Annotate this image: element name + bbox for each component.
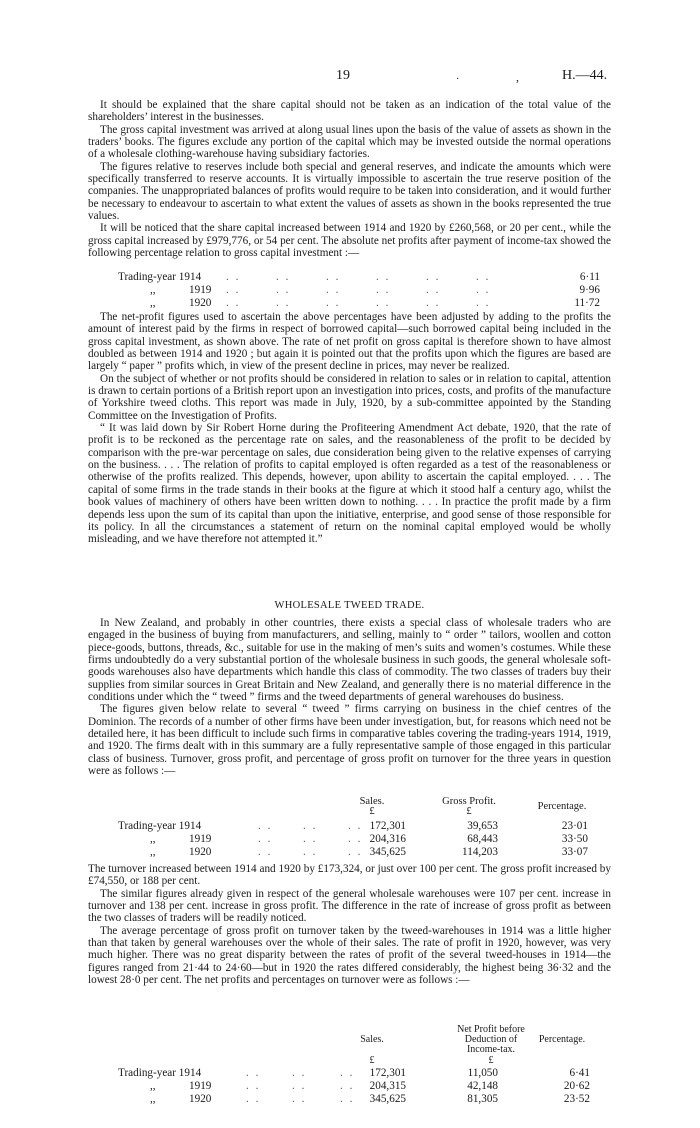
percentage-value: 11·72 [574, 297, 600, 309]
leader-dots: . . [258, 846, 273, 858]
row-label: 1919 [189, 284, 212, 296]
col-header-net-profit: Deduction of [464, 1034, 518, 1045]
leader-dots: . . [276, 284, 291, 296]
quoted-paragraph: “ It was laid down by Sir Robert Horne during the Profiteering Amendment Act debate, 1920, that the rate of profit is to be reckoned as the percentage rate on sales, and the reasonableness of the profit to be decided by comparison with the pre-war percentage on sales, due consideration being given to the relative expenses of carrying on the business. . . . The relation of profits to capital employed is often regarded as a test of the reasonableness or otherwise of the profits realized. This depends, however, upon ability to ascertain the capital employed. . . . The capital of some firms in the trade stands in their books at the figure at which it stood half a century ago, whilst the book values of machinery of others have been written down to nothing. . . . In practice the profit made by a firm depends less upon the sum of its capital than upon the initiative, enterprise, and good sense of those responsible for its policy. In all the circumstances a statement of return on the nominal capital employed would be wholly misleading, and we have therefore not attempted it.” [88, 422, 611, 546]
sales-value: 204,316 [369, 833, 406, 845]
col-header-percentage: Percentage. [538, 1034, 586, 1045]
net-profit-value: 81,305 [467, 1093, 498, 1105]
leader-dots: . . [476, 297, 491, 309]
sales-value: 172,301 [369, 820, 406, 832]
leader-dots: . . [292, 1093, 307, 1105]
leader-dots: . . [476, 271, 491, 283]
leader-dots: . . [303, 820, 318, 832]
paragraph: The turnover increased between 1914 and 1920 by £173,324, or just over 100 per cent. The gross profit increased by £74,550, or 188 per cent. [88, 863, 611, 888]
row-label: 1920 [189, 297, 212, 309]
leader-dots: . . [426, 271, 441, 283]
leader-dots: . . [226, 284, 241, 296]
percentage-value: 23·01 [561, 820, 588, 832]
profits-discussion-text [88, 311, 611, 546]
document-reference: H.—44. [562, 68, 608, 83]
paragraph: The similar figures already given in respect of the general wholesale warehouses were 107 per cent. increase in turnover and 138 per cent. increase in gross profit. The difference in the rate of increase of gross profit as between the two classes of traders will be readily noticed. [88, 887, 611, 925]
row-label: 1919 [189, 1080, 212, 1092]
gross-profit-value: 114,203 [462, 846, 498, 858]
percentage-value: 33·07 [561, 846, 588, 858]
leader-dots: . . [376, 284, 391, 296]
leader-dots: . . [340, 1093, 355, 1105]
ditto-mark: ,, [150, 1093, 156, 1105]
net-profit-table [0, 1024, 700, 1108]
gross-profit-value: 68,443 [467, 833, 498, 845]
tweed-trade-text [88, 617, 611, 777]
leader-dots: . . [303, 833, 318, 845]
percentage-value: 6·41 [569, 1067, 590, 1079]
currency-symbol: £ [369, 806, 375, 817]
paragraph: The figures given below relate to several “ tweed ” firms carrying on business in the chief centres of the Dominion. The records of a number of other firms have been under investigation, but, for reasons which need not be detailed here, it has been difficult to include such firms in comparative tables covering the trading-years 1914, 1919, and 1920. The firms dealt with in this summary are a fully representative sample of those engaged in this particular class of business. Turnover, gross profit, and percentage of gross profit on turnover for the three years in question were as follows :— [88, 703, 611, 778]
percentage-value: 23·52 [563, 1093, 590, 1105]
row-label: Trading-year 1914 [118, 820, 202, 832]
percentage-value: 6·11 [579, 271, 600, 283]
leader-dots: . . [326, 297, 341, 309]
leader-dots: . . [426, 297, 441, 309]
row-label: 1920 [189, 846, 212, 858]
leader-dots: . . [376, 297, 391, 309]
section-heading: WHOLESALE TWEED TRADE. [274, 600, 425, 611]
leader-dots: . . [376, 271, 391, 283]
leader-dots: . . [340, 1067, 355, 1079]
col-header-gross-profit: Gross Profit. [442, 796, 496, 807]
header-mark-comma: , [516, 70, 519, 84]
currency-symbol: £ [369, 1055, 375, 1066]
leader-dots: . . [246, 1067, 261, 1079]
col-header-sales: Sales. [360, 1034, 384, 1045]
sales-value: 172,301 [369, 1067, 406, 1079]
sales-value: 345,625 [369, 1093, 406, 1105]
leader-dots: . . [226, 297, 241, 309]
header-mark-dot: · [456, 74, 460, 85]
sales-value: 204,315 [369, 1080, 406, 1092]
leader-dots: . . [326, 271, 341, 283]
leader-dots: . . [303, 846, 318, 858]
net-profit-value: 11,050 [467, 1067, 498, 1079]
ditto-mark: ,, [150, 284, 156, 296]
paragraph: It will be noticed that the share capital increased between 1914 and 1920 by £260,568, or 20 per cent., while the gross capital increased by £979,776, or 54 per cent. The absolute net profits after payment of income-tax showed the following percentage relation to gross capital investment :— [88, 222, 611, 260]
leader-dots: . . [326, 284, 341, 296]
intro-text [88, 99, 611, 259]
gross-profit-table [0, 796, 700, 862]
leader-dots: . . [348, 820, 363, 832]
leader-dots: . . [340, 1080, 355, 1092]
leader-dots: . . [226, 271, 241, 283]
col-header-net-profit: Income-tax. [466, 1044, 516, 1055]
paragraph: It should be explained that the share capital should not be taken as an indication of the total value of the shareholders’ interest in the businesses. [88, 99, 611, 124]
leader-dots: . . [276, 297, 291, 309]
leader-dots: . . [292, 1067, 307, 1079]
paragraph: The figures relative to reserves include both special and general reserves, and indicate the amounts which were specifically transferred to reserve accounts. It is virtually impossible to ascertain the true reserve position of the companies. The unappropriated balances of profits would require to be taken into consideration, and it would further be necessary to endeavour to ascertain to what extent the values of assets as shown in the books represented the true values. [88, 160, 611, 223]
row-label: Trading-year 1914 [118, 271, 202, 283]
col-header-percentage: Percentage. [537, 801, 587, 812]
percentage-value: 33·50 [561, 833, 588, 845]
leader-dots: . . [348, 833, 363, 845]
paragraph: The average percentage of gross profit on turnover taken by the tweed-warehouses in 1914 was a little higher than that taken by general warehouses over the whole of their sales. The rate of profit in 1920, however, was very much higher. There was no great disparity between the rates of profit of the several tweed-houses in 1914—the figures ranged from 21·44 to 24·60—but in 1920 the rates differed considerably, the highest being 36·32 and the lowest 28·0 per cent. The net profits and percentages on turnover were as follows :— [88, 924, 611, 987]
paragraph: On the subject of whether or not profits should be considered in relation to sales or in relation to capital, attention is drawn to certain portions of a British report upon an investigation into prices, costs, and profits of the manufacture of Yorkshire tweed cloths. This report was made in July, 1920, by a sub-committee appointed by the Standing Committee on the Investigation of Profits. [88, 372, 611, 422]
currency-symbol: £ [488, 1055, 494, 1066]
paragraph: The net-profit figures used to ascertain the above percentages have been adjusted by adding to the profits the amount of interest paid by the firms in respect of borrowed capital—such borrowed capital being included in the gross capital investment, as shown above. The rate of net profit on gross capital is therefore shown to have almost doubled as between 1914 and 1920 ; but again it is pointed out that the profits upon which the figures are based are largely “ paper ” profits which, in view of the present decline in prices, may never be realized. [88, 311, 611, 373]
ditto-mark: ,, [150, 846, 156, 858]
leader-dots: . . [292, 1080, 307, 1092]
leader-dots: . . [258, 833, 273, 845]
comparison-text [88, 863, 611, 986]
capital-return-table [0, 271, 700, 311]
net-profit-value: 42,148 [467, 1080, 498, 1092]
leader-dots: . . [258, 820, 273, 832]
percentage-value: 20·62 [563, 1080, 590, 1092]
leader-dots: . . [246, 1080, 261, 1092]
col-header-net-profit: Net Profit before [457, 1024, 525, 1035]
leader-dots: . . [476, 284, 491, 296]
sales-value: 345,625 [369, 846, 406, 858]
gross-profit-value: 39,653 [467, 820, 498, 832]
col-header-sales: Sales. [359, 796, 385, 807]
percentage-value: 9·96 [579, 284, 600, 296]
paragraph: The gross capital investment was arrived at along usual lines upon the basis of the value of assets as shown in the traders’ books. The figures exclude any portion of the capital which may be invested outside the normal operations of a wholesale clothing-warehouse having subsidiary factories. [88, 123, 611, 161]
row-label: 1920 [189, 1093, 212, 1105]
currency-symbol: £ [466, 806, 472, 817]
leader-dots: . . [276, 271, 291, 283]
ditto-mark: ,, [150, 297, 156, 309]
ditto-mark: ,, [150, 1080, 156, 1092]
ditto-mark: ,, [150, 833, 156, 845]
row-label: Trading-year 1914 [118, 1067, 202, 1079]
paragraph: In New Zealand, and probably in other countries, there exists a special class of wholesale traders who are engaged in the business of buying from manufacturers, and selling, mainly to “ order ” tailors, woollen and cotton piece-goods, buttons, threads, &c., suitable for use in the making of men’s suits and women’s costumes. While these firms undoubtedly do a very substantial portion of the wholesale business in such goods, the general wholesale soft-goods warehouses also have departments which handle this class of commodity. The two classes of traders buy their supplies from similar sources in Great Britain and New Zealand, and generally there is no material difference in the conditions under which the “ tweed ” firms and the tweed departments of general warehouses do business. [88, 617, 611, 704]
leader-dots: . . [348, 846, 363, 858]
leader-dots: . . [426, 284, 441, 296]
row-label: 1919 [189, 833, 212, 845]
leader-dots: . . [246, 1093, 261, 1105]
page-number: 19 [336, 68, 350, 83]
